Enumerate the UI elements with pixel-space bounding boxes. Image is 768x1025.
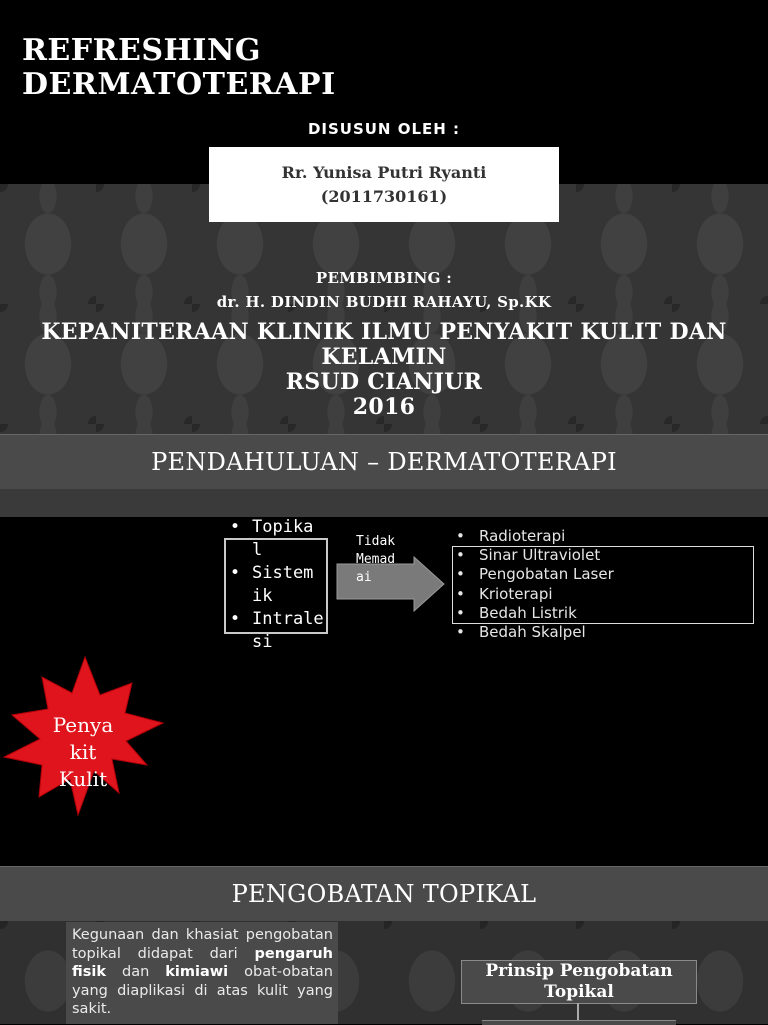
list-item: • Bedah Listrik bbox=[454, 604, 614, 623]
institution-block bbox=[0, 320, 768, 420]
second-list bbox=[454, 527, 614, 642]
list-item: • Topika l bbox=[228, 516, 328, 562]
institution-line-1: KEPANITERAAN KLINIK ILMU PENYAKIT KULIT DAN bbox=[41, 319, 727, 345]
list-item: • Intrale si bbox=[228, 608, 328, 654]
topical-description: Kegunaan dan khasiat pengobatan topikal didapat dari pengaruh fisik dan kimiawi obat-obatan yang diaplikasi di atas kulit yang sakit. bbox=[66, 922, 338, 1024]
author-id: (2011730161) bbox=[320, 186, 448, 206]
list-item: • Sinar Ultraviolet bbox=[454, 546, 614, 565]
author-box bbox=[209, 147, 559, 222]
institution-line-4: 2016 bbox=[352, 394, 416, 420]
pembimbing-block bbox=[0, 266, 768, 314]
slide-title bbox=[22, 34, 336, 102]
author-name: Rr. Yunisa Putri Ryanti bbox=[281, 162, 487, 182]
slide2-separator bbox=[0, 489, 768, 517]
list-item: • Bedah Skalpel bbox=[454, 623, 614, 642]
slide3-heading: PENGOBATAN TOPIKAL bbox=[0, 866, 768, 922]
pembimbing-name: dr. H. DINDIN BUDHI RAHAYU, Sp.KK bbox=[216, 293, 552, 311]
list-item: • Krioterapi bbox=[454, 585, 614, 604]
slide2-heading: PENDAHULUAN – DERMATOTERAPI bbox=[0, 434, 768, 490]
title-line-1: REFRESHING bbox=[22, 33, 261, 68]
bold-term: pengaruh fisik bbox=[72, 945, 333, 980]
bold-term: kimiawi bbox=[165, 964, 229, 980]
institution-line-3: RSUD CIANJUR bbox=[285, 369, 483, 395]
list-item: • Sistem ik bbox=[228, 562, 328, 608]
starburst-label: Penya kit Kulit bbox=[52, 713, 114, 791]
list-item: • Pengobatan Laser bbox=[454, 565, 614, 584]
principle-child-box bbox=[482, 1020, 676, 1025]
disusun-label: DISUSUN OLEH : bbox=[307, 120, 461, 138]
title-line-2: DERMATOTERAPI bbox=[22, 67, 336, 102]
principle-box: Prinsip Pengobatan Topikal bbox=[461, 960, 697, 1004]
condition-label: Tidak Memad ai bbox=[356, 534, 396, 585]
pembimbing-label: PEMBIMBING : bbox=[315, 269, 453, 287]
institution-line-2: KELAMIN bbox=[321, 344, 447, 370]
first-list bbox=[228, 516, 328, 654]
list-item: • Radioterapi bbox=[454, 527, 614, 546]
